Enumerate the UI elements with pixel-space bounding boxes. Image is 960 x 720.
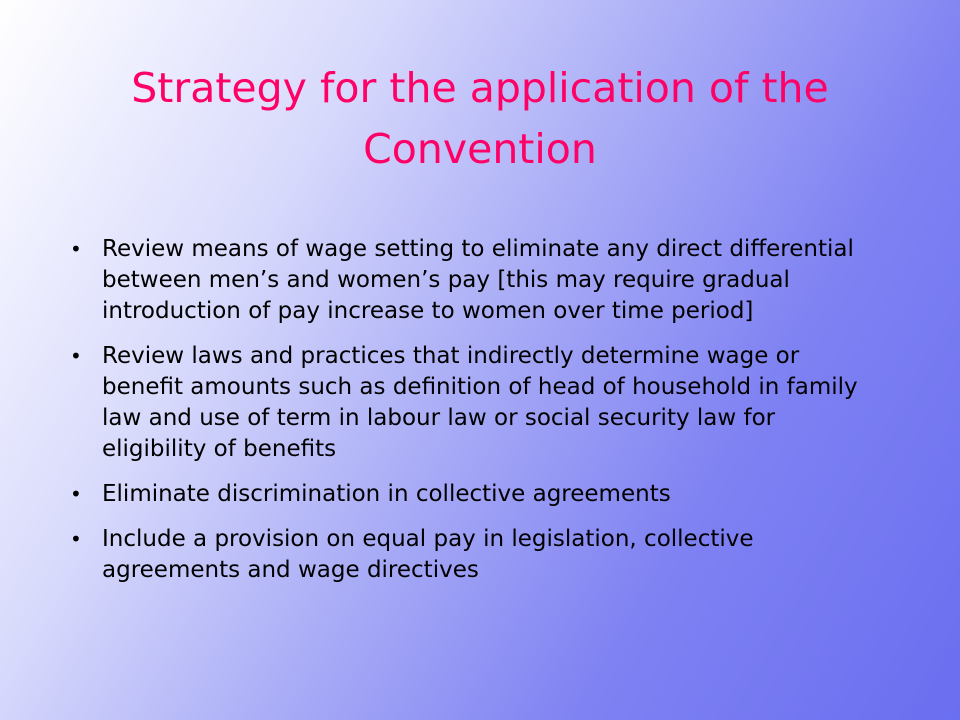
bullet-text: Include a provision on equal pay in legislation, collective agreements and wage directives bbox=[102, 526, 754, 583]
bullet-list bbox=[70, 234, 870, 600]
bullet-icon: • bbox=[70, 237, 82, 261]
bullet-icon: • bbox=[70, 482, 82, 506]
bullet-icon: • bbox=[70, 527, 82, 551]
bullet-text: Eliminate discrimination in collective agreements bbox=[102, 481, 671, 507]
slide-title: Strategy for the application of the Convention bbox=[131, 64, 829, 173]
bullet-text: Review means of wage setting to eliminate any direct differential between men’s and women’s pay [this may require gradual introduction of pay increase to women over time period] bbox=[102, 236, 854, 324]
bullet-item bbox=[70, 341, 870, 465]
bullet-item bbox=[70, 479, 870, 510]
bullet-icon: • bbox=[70, 344, 82, 368]
bullet-item bbox=[70, 234, 870, 327]
bullet-text: Review laws and practices that indirectly determine wage or benefit amounts such as definition of head of household in family law and use of term in labour law or social security law for eligibility of benefits bbox=[102, 343, 858, 462]
bullet-item bbox=[70, 524, 870, 586]
